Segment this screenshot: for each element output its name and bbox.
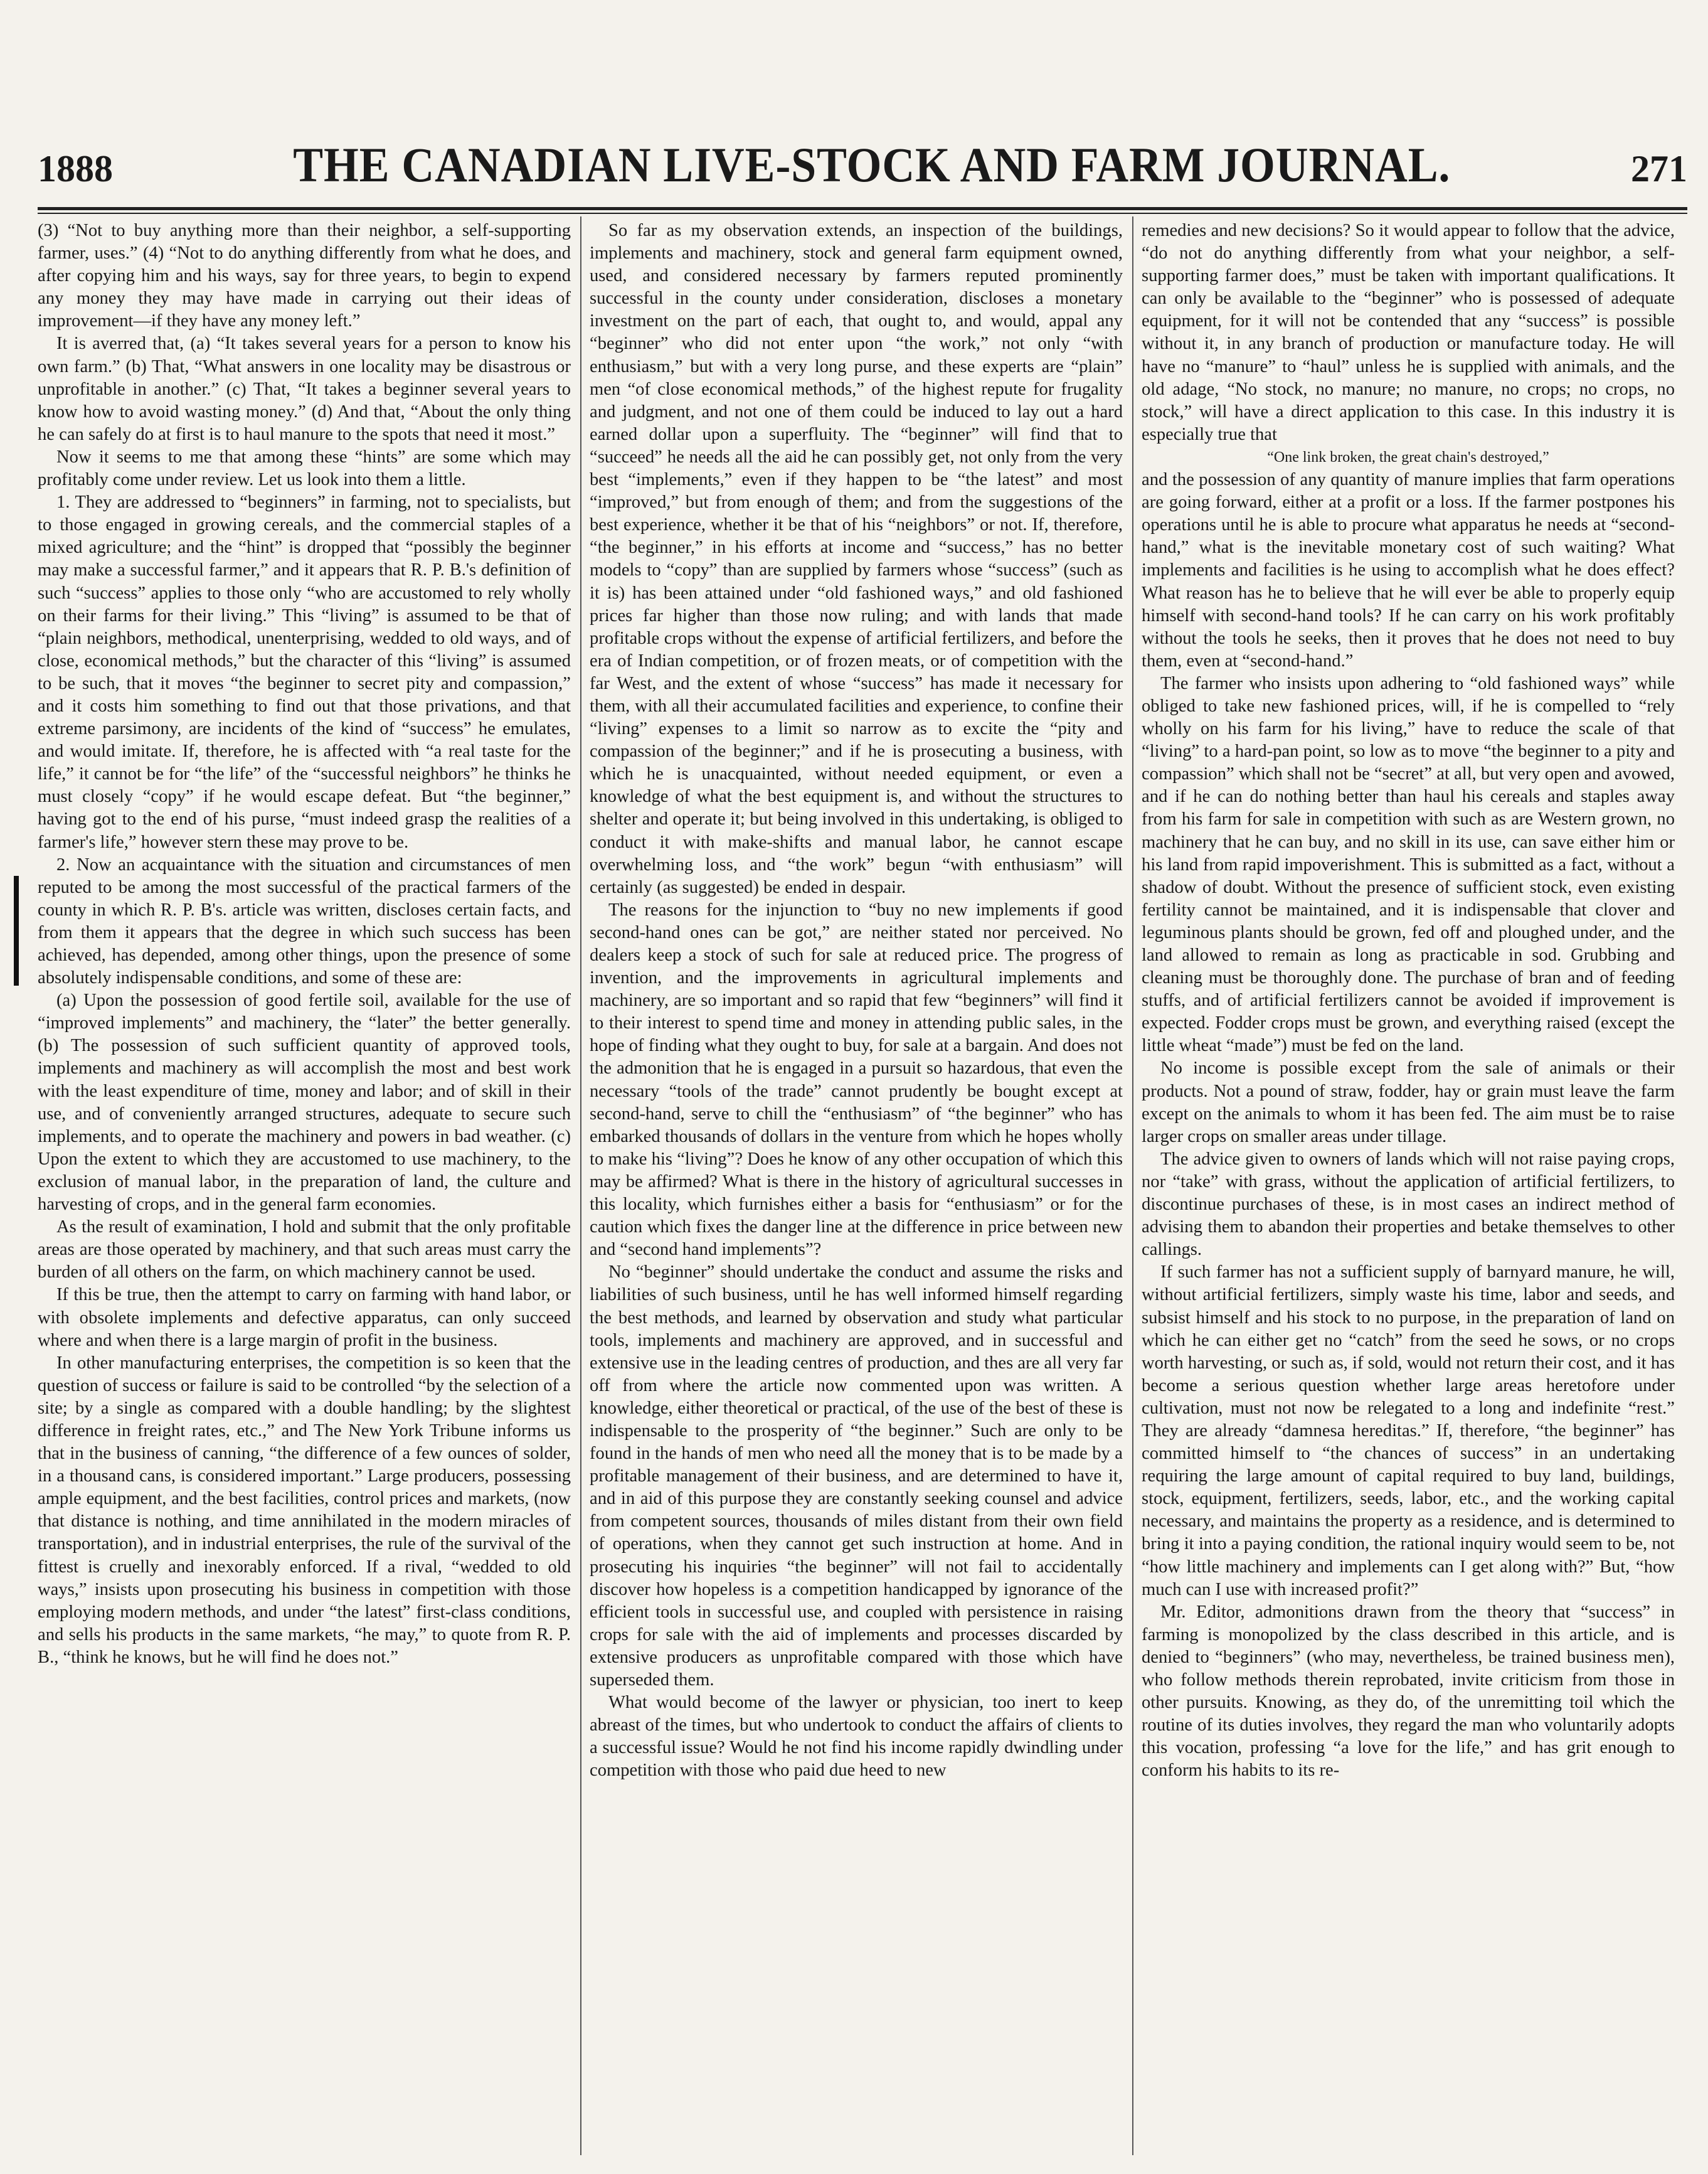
paragraph: Now it seems to me that among these “hints” are some which may profitably come under review. Let us look into them a little. (38, 447, 571, 490)
header-rule-thin (38, 213, 1687, 214)
paragraph: If this be true, then the attempt to carry on farming with hand labor, or with obsolete implements and defective apparatus, can only succeed where and when there is a large margin of profit in the business. (38, 1285, 571, 1350)
column-1 (38, 220, 571, 2155)
header-year: 1888 (38, 148, 113, 189)
paragraph: As the result of examination, I hold and submit that the only profitable areas are those operated by machinery, and that such areas must carry the burden of all others on the farm, on which machinery cannot be used. (38, 1217, 571, 1282)
paragraph: (a) Upon the possession of good fertile soil, available for the use of “improved implements” and machinery, the “later” the better generally. (b) The possession of such sufficient quantity of approved tools, implements and machinery as will accomplish the most and best work with the least expenditure of time, money and labor; and of skill in their use, and of conveniently arranged structures, adequate to secure such implements, and to operate the machinery and powers in bad weather. (c) Upon the extent to which they are accustomed to use machinery, to the exclusion of manual labor, in the preparation of land, the culture and harvesting of crops, and in the general farm economies. (38, 991, 571, 1215)
paragraph: So far as my observation extends, an inspection of the buildings, implements and machinery, stock and general farm equipment owned, used, and considered necessary by farmers reputed prominently successful in the county under consideration, discloses a monetary investment on the part of each, that ought to, and would, appal any “beginner” who did not enter upon “the work,” not only “with enthusiasm,” but with a very long purse, and these experts are “plain” men “of close economical methods,” of the highest repute for frugality and judgment, and not one of them could be induced to lay out a hard earned dollar upon a superfluity. The “beginner” will find that to “succeed” he needs all the aid he can possibly get, not only from the very best “implements,” even if they happen to be “the latest” and most “improved,” but from enough of them; and from the suggestions of the best experience, whether it be that of his “neighbors” or not. If, therefore, “the beginner,” in his efforts at income and “success,” has no better models to “copy” than are supplied by farmers whose “success” (such as it is) has been attained under “old fashioned ways,” and old fashioned prices far higher than those now ruling; and with lands that made profitable crops without the expense of artificial fertilizers, and before the era of Indian competition, or of frozen meats, or of competition with the far West, and the extent of whose “success” has made it necessary for them, with all their accumulated facilities and experience, to confine their “living” expenses to a limit so narrow as to excite the “pity and compassion of the beginner;” and if he is prosecuting a business, with which he is unacquainted, without needed equipment, or even a knowledge of what the best equipment is, and without the structures to shelter and operate it; but being involved in this undertaking, is obliged to conduct it with make-shifts and manual labor, he cannot escape overwhelming loss, and “the work” begun “with enthusiasm” will certainly (as suggested) be ended in despair. (590, 221, 1123, 897)
paragraph: The advice given to owners of lands which will not raise paying crops, nor “take” with grass, without the application of artificial fertilizers, to discontinue purchases of these, is in most cases an indirect method of advising them to abandon their properties and betake themselves to other callings. (1142, 1149, 1675, 1260)
page-number: 271 (1631, 148, 1687, 189)
paragraph: Mr. Editor, admonitions drawn from the theory that “success” in farming is monopolized by the class described in this article, and is denied to “beginners” (who may, nevertheless, be trained business men), who follow methods therein reprobated, invite criticism from those in other pursuits. Knowing, as they do, of the unremitting toil which the routine of its duties involves, they regard the man who voluntarily adopts this vocation, professing “a love for the life,” and has grit enough to conform his habits to its re- (1142, 1602, 1675, 1781)
journal-title: THE CANADIAN LIVE-STOCK AND FARM JOURNAL. (293, 137, 1451, 192)
paragraph: The farmer who insists upon adhering to “old fashioned ways” while obliged to take new fashioned prices, will, if he is compelled to “rely wholly on his farm for his living,” have to reduce the scale of that “living” to a hard-pan point, so low as to move “the beginner to a pity and compassion” which shall not be “secret” at all, but very open and avowed, and if he can do nothing better than haul his cereals and staples away from his farm for sale in competition with such as are Western grown, no machinery that he can buy, and no skill in its use, can save either him or his land from rapid impoverishment. This is submitted as a fact, without a shadow of doubt. Without the presence of sufficient stock, even existing fertility cannot be maintained, and it is indispensable that clover and leguminous plants should be grown, fed off and ploughed under, and the land allowed to remain as long as practicable in sod. Grubbing and cleaning must be thoroughly done. The purchase of bran and of feeding stuffs, and of artificial fertilizers cannot be avoided if improvement is expected. Fodder crops must be grown, and everything raised (except the little wheat “made”) must be fed on the land. (1142, 673, 1675, 1056)
column-divider (580, 216, 581, 2155)
paragraph: No income is possible except from the sale of animals or their products. Not a pound of straw, fodder, hay or grain must leave the farm except on the animals to whom it has been fed. The aim must be to raise larger crops on smaller areas under tillage. (1142, 1058, 1675, 1146)
paragraph: In other manufacturing enterprises, the competition is so keen that the question of success or failure is said to be controlled “by the selection of a site; by a single as compared with a double handling; by the slightest difference in freight rates, etc.,” and The New York Tribune informs us that in the business of canning, “the difference of a few ounces of solder, in a thousand cans, is considered important.” Large producers, possessing ample equipment, and the best facilities, control prices and markets, (now that distance is nothing, and time annihilated in the modern miracles of transportation), and in industrial enterprises, the rule of the survival of the fittest is cruelly and inexorably enforced. If a rival, “wedded to old ways,” insists upon prosecuting his business in competition with those employing modern methods, and under “the latest” first-class conditions, and sells his products in the same markets, “he may,” to quote from R. P. B., “think he knows, but he will find he does not.” (38, 1353, 571, 1667)
paragraph: What would become of the lawyer or physician, too inert to keep abreast of the times, but who undertook to conduct the affairs of clients to a successful issue? Would he not find his income rapidly dwindling under competition with those who paid due heed to new (590, 1693, 1123, 1781)
paragraph: remedies and new decisions? So it would appear to follow that the advice, “do not do anything differently from what your neighbor, a self-supporting farmer does,” must be taken with important qualifications. It can only be available to the “beginner” who is possessed of adequate equipment, for it will not be contended that any “success” is possible without it, in any branch of production or manufacture today. He will have no “manure” to “haul” unless he is supplied with animals, and the old adage, “No stock, no manure; no manure, no crops; no crops, no stock,” will have a direct application to this case. In this industry it is especially true that (1142, 221, 1675, 444)
paragraph: (3) “Not to buy anything more than their neighbor, a self-supporting farmer, uses.” (4) “Not to do anything differently from what he does, and after copying him and his ways, say for three years, to begin to expend any money they may have made in carrying out their ideas of improvement—if they have any money left.” (38, 221, 571, 331)
column-3 (1142, 220, 1675, 2155)
page-header (38, 137, 1687, 212)
column-2 (590, 220, 1123, 2155)
paragraph: 2. Now an acquaintance with the situation and circumstances of men reputed to be among the most successful of the practical farmers of the county in which R. P. B's. article was written, discloses certain facts, and from them it appears that the degree in which such success has been achieved, has depended, among other things, upon the presence of some absolutely indispensable conditions, and some of these are: (38, 855, 571, 988)
header-rule-thick (38, 207, 1687, 210)
margin-mark (14, 876, 19, 986)
paragraph: The reasons for the injunction to “buy no new implements if good second-hand ones can be got,” are neither stated nor perceived. No dealers keep a stock of such for sale at reduced price. The progress of invention, and the improvements in agricultural implements and machinery, are so important and so rapid that few “beginners” will find it to their interest to spend time and money in attending public sales, in the hope of finding what they ought to buy, for sale at a bargain. And does not the admonition that he is engaged in a pursuit so hazardous, that even the necessary “tools of the trade” cannot prudently be bought except at second-hand, serve to chill the “enthusiasm” of “the beginner” who has embarked thousands of dollars in the venture from which he hopes wholly to make his “living”? Does he know of any other occupation of which this may be affirmed? What is there in the history of agricultural successes in this locality, which furnishes either a basis for “enthusiasm” or for the caution which fixes the danger line at the difference in price between new and “second hand implements”? (590, 900, 1123, 1260)
paragraph: and the possession of any quantity of manure implies that farm operations are going forward, either at a profit or a loss. If the farmer postpones his operations until he is able to procure what apparatus he needs at “second-hand,” what is the inevitable monetary cost of such waiting? What implements and facilities is he using to accomplish what he does effect? What reason has he to believe that he will ever be able to properly equip himself with second-hand tools? If he can carry on his work profitably without the tools he seeks, then it proves that he does not need to buy them, even at “second-hand.” (1142, 470, 1675, 671)
paragraph: No “beginner” should undertake the conduct and assume the risks and liabilities of such business, until he has well informed himself regarding the best methods, and learned by observation and study what particular tools, implements and machinery are approved, and in successful and extensive use in the leading centres of production, and thes are all very far off from where the article now commented upon was written. A knowledge, either theoretical or practical, of the use of the best of these is indispensable to the prosperity of “the beginner.” Such are only to be found in the hands of men who need all the money that is to be made by a profitable management of their business, and are determined to have it, and in aid of this purpose they are constantly seeking counsel and advice from competent sources, thousands of miles distant from their own field of operations, when they cannot get such instruction at home. And in prosecuting his inquiries “the beginner” will not fail to accidentally discover how hopeless is a competition handicapped by ignorance of the efficient tools in successful use, and coupled with persistence in raising crops for sale with the aid of implements and processes discarded by extensive producers as unprofitable compared with those which have superseded them. (590, 1262, 1123, 1690)
paragraph: It is averred that, (a) “It takes several years for a person to know his own farm.” (b) That, “What answers in one locality may be disastrous or unprofitable in another.” (c) That, “It takes a beginner several years to know how to avoid wasting money.” (d) And that, “About the only thing he can safely do at first is to haul manure to the spots that need it most.” (38, 334, 571, 444)
paragraph: If such farmer has not a sufficient supply of barnyard manure, he will, without artificial fertilizers, simply waste his time, labor and seeds, and subsist himself and his stock to no purpose, in the preparation of land on which he can either get no “catch” from the seed he sows, or no crops worth harvesting, or such as, if sold, would not return their cost, and it has become a serious question whether large areas heretofore under cultivation, must not now be relegated to a long and indefinite “rest.” They are already “damnesa hereditas.” If, therefore, “the beginner” has committed himself to “the chances of success” in an undertaking requiring the large amount of capital required to buy land, buildings, stock, equipment, fertilizers, seeds, labor, etc., and the working capital necessary, and maintains the property as a residence, and is determined to bring it into a paying condition, the rational inquiry would seem to be, not “how little machinery and implements can I get along with?” But, “how much can I use with increased profit?” (1142, 1262, 1675, 1599)
paragraph: 1. They are addressed to “beginners” in farming, not to specialists, but to those engaged in growing cereals, and the commercial staples of a mixed agriculture; and the “hint” is dropped that “possibly the beginner may make a successful farmer,” and it appears that R. P. B.'s definition of such “success” applies to those only “who are accustomed to rely wholly on their farms for their living.” This “living” is assumed to be that of “plain neighbors, methodical, unenterprising, wedded to old ways, and of close, economical methods,” but the character of this “living” is assumed to be such, that it moves “the beginner to secret pity and compassion,” and it costs him something to find out that those privations, and that extreme parsimony, are incidents of the kind of “success” he emulates, and would imitate. If, therefore, he is affected with “a real taste for the life,” it cannot be for “the life” of the “successful neighbors” he thinks he must closely “copy” if he would escape defeat. But “the beginner,” having got to the end of his purse, “must indeed grasp the realities of a farmer's life,” however stern these may prove to be. (38, 493, 571, 852)
verse-quote: “One link broken, the great chain's destroyed,” (1267, 449, 1549, 466)
column-divider (1132, 216, 1133, 2155)
